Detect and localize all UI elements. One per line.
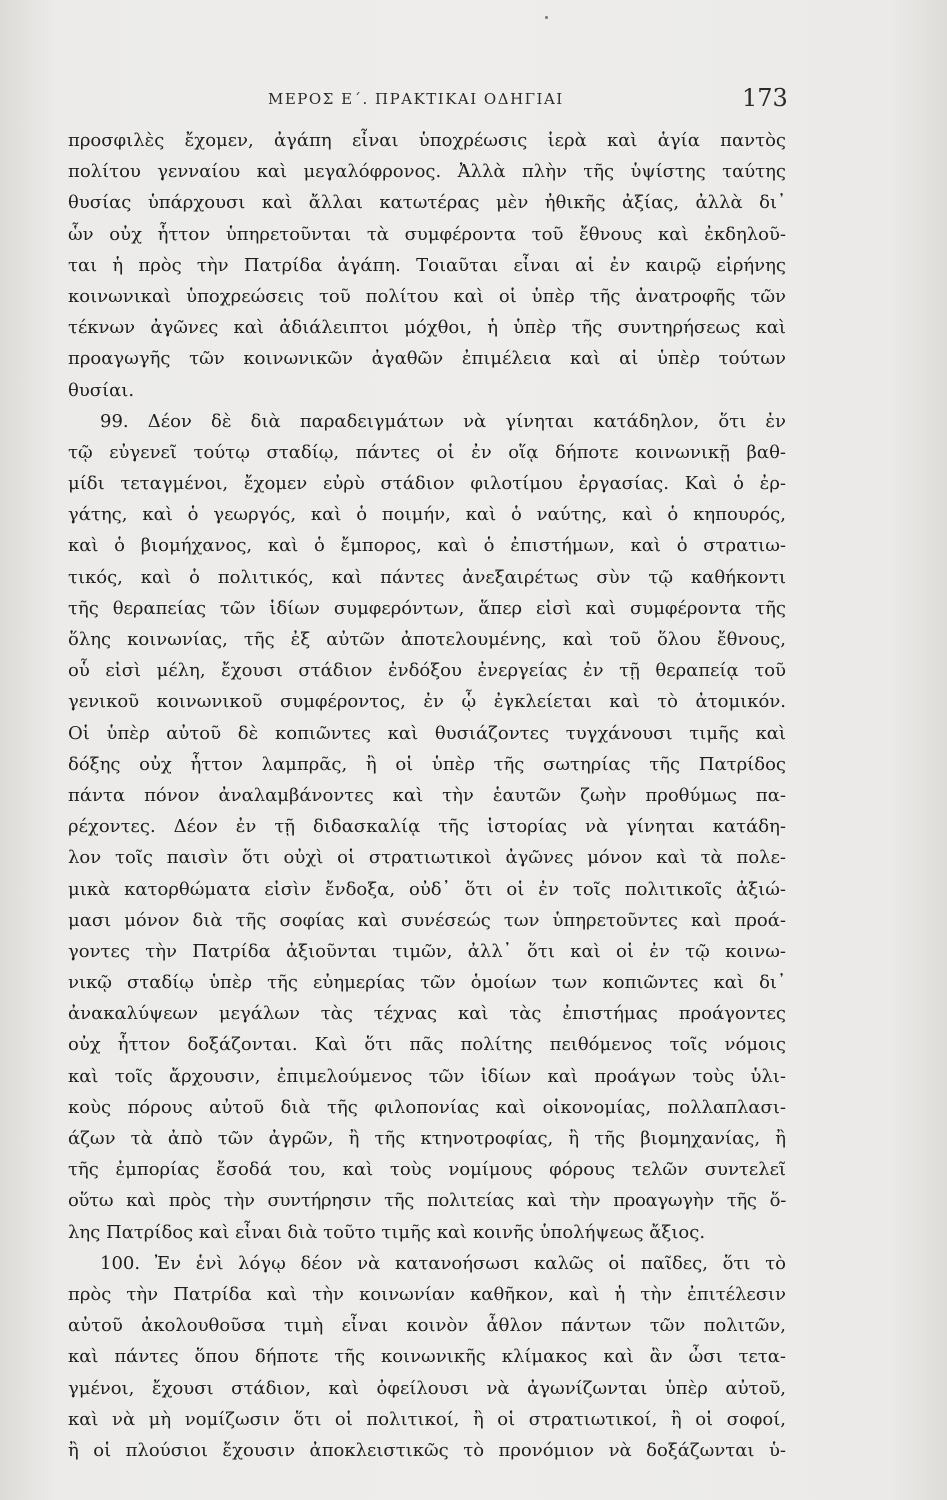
print-speck [545,16,548,19]
text-line: ρέχοντες. Δέον ἐν τῇ διδασκαλίᾳ τῆς ἱστορίας νὰ γίνηται κατάδη- [68,816,786,838]
page-header [0,84,947,120]
text-line: καὶ νὰ μὴ νομίζωσιν ὅτι οἱ πολιτικοί, ἢ οἱ στρατιωτικοί, ἢ οἱ σοφοί, [68,1408,786,1430]
text-line: προσφιλὲς ἔχομεν, ἀγάπη εἶναι ὑποχρέωσις ἱερὰ καὶ ἁγία παντὸς [68,130,786,151]
text-line: 100. Ἐν ἑνὶ λόγῳ δέον νὰ κατανοήσωσι καλῶς οἱ παῖδες, ὅτι τὸ [100,1252,786,1274]
text-line: κοὺς πόρους αὐτοῦ διὰ τῆς φιλοπονίας καὶ οἰκονομίας, πολλαπλασι- [68,1096,786,1118]
text-line: μικὰ κατορθώματα εἰσὶν ἔνδοξα, οὐδ᾿ ὅτι οἱ ἐν τοῖς πολιτικοῖς ἀξιώ- [68,878,786,900]
text-line: ὧν οὐχ ἧττον ὑπηρετοῦνται τὰ συμφέροντα τοῦ ἔθνους καὶ ἐκδηλοῦ- [68,223,786,245]
text-line: θυσίαι. [68,379,135,401]
text-line: θυσίας ὑπάρχουσι καὶ ἄλλαι κατωτέρας μὲν ἠθικῆς ἀξίας, ἀλλὰ δι᾿ [68,192,786,214]
text-line: κοινωνικαὶ ὑποχρεώσεις τοῦ πολίτου καὶ οἱ ὑπὲρ τῆς ἀνατροφῆς τῶν [68,285,786,307]
running-head: ΜΕΡΟΣ Ε΄. ΠΡΑΚΤΙΚΑΙ ΟΔΗΓΙΑΙ [268,90,564,108]
text-line: καὶ πάντες ὅπου δήποτε τῆς κοινωνικῆς κλίμακος καὶ ἂν ὦσι τετα- [68,1346,786,1368]
text-line: Οἱ ὑπὲρ αὐτοῦ δὲ κοπιῶντες καὶ θυσιάζοντες τυγχάνουσι τιμῆς καὶ [68,722,786,744]
text-line: τῷ εὐγενεῖ τούτῳ σταδίῳ, πάντες οἱ ἐν οἵᾳ δήποτε κοινωνικῇ βαθ- [68,441,786,463]
text-line: τῆς ἐμπορίας ἔσοδά του, καὶ τοὺς νομίμους φόρους τελῶν συντελεῖ [68,1159,786,1181]
text-line: πάντα πόνον ἀναλαμβάνοντες καὶ τὴν ἑαυτῶν ζωὴν προθύμως πα- [68,784,786,806]
text-line: λης Πατρίδος καὶ εἶναι διὰ τοῦτο τιμῆς καὶ κοινῆς ὑπολήψεως ἄξιος. [68,1221,706,1243]
text-line: τῆς θεραπείας τῶν ἰδίων συμφερόντων, ἅπερ εἰσὶ καὶ συμφέροντα τῆς [68,597,786,619]
text-line: μασι μόνον διὰ τῆς σοφίας καὶ συνέσεώς των ὑπηρετοῦντες καὶ προά- [68,909,786,931]
text-line: οὕτω καὶ πρὸς τὴν συντήρησιν τῆς πολιτείας καὶ τὴν προαγωγὴν τῆς ὅ- [68,1190,786,1212]
text-line: γοντες τὴν Πατρίδα ἀξιοῦνται τιμῶν, ἀλλ᾿ ὅτι καὶ οἱ ἐν τῷ κοινω- [68,940,786,962]
text-line: άζων τὰ ἀπὸ τῶν ἀγρῶν, ἢ τῆς κτηνοτροφίας, ἢ τῆς βιομηχανίας, ἢ [68,1128,786,1149]
text-line: γάτης, καὶ ὁ γεωργός, καὶ ὁ ποιμήν, καὶ ὁ ναύτης, καὶ ὁ κηπουρός, [68,504,786,526]
text-line: γενικοῦ κοινωνικοῦ συμφέροντος, ἐν ᾧ ἐγκλείεται καὶ τὸ ἀτομικόν. [68,691,786,713]
text-line: οὗ εἰσὶ μέλη, ἔχουσι στάδιον ἐνδόξου ἐνεργείας ἐν τῇ θεραπείᾳ τοῦ [68,660,786,682]
text-line: πρὸς τὴν Πατρίδα καὶ τὴν κοινωνίαν καθῆκον, καὶ ἡ τὴν ἐπιτέλεσιν [68,1283,786,1305]
text-line: αὐτοῦ ἀκολουθοῦσα τιμὴ εἶναι κοινὸν ἆθλον πάντων τῶν πολιτῶν, [68,1315,786,1337]
text-line: πολίτου γενναίου καὶ μεγαλόφρονος. Ἀλλὰ πλὴν τῆς ὑψίστης ταύτης [68,161,786,183]
text-line: καὶ τοῖς ἄρχουσιν, ἐπιμελούμενος τῶν ἰδίων καὶ προάγων τοὺς ὑλι- [68,1065,786,1087]
text-line: ἀνακαλύψεων μεγάλων τὰς τέχνας καὶ τὰς ἐπιστήμας προάγοντες [68,1003,786,1025]
text-line: τέκνων ἀγῶνες καὶ ἀδιάλειπτοι μόχθοι, ἡ ὑπὲρ τῆς συντηρήσεως καὶ [68,317,786,339]
body-text [68,125,786,1466]
text-line: μίδι τεταγμένοι, ἔχομεν εὐρὺ στάδιον φιλοτίμου ἐργασίας. Καὶ ὁ ἐρ- [68,473,786,495]
text-line: ἢ οἱ πλούσιοι ἔχουσιν ἀποκλειστικῶς τὸ προνόμιον νὰ δοξάζωνται ὑ- [68,1439,786,1461]
text-line: λον τοῖς παισὶν ὅτι οὐχὶ οἱ στρατιωτικοὶ ἀγῶνες μόνον καὶ τὰ πολε- [68,847,786,869]
text-line: γμένοι, ἔχουσι στάδιον, καὶ ὀφείλουσι νὰ ἀγωνίζωνται ὑπὲρ αὐτοῦ, [68,1377,786,1399]
text-line: δόξης οὐχ ἧττον λαμπρᾶς, ἢ οἱ ὑπὲρ τῆς σωτηρίας τῆς Πατρίδος [68,753,786,775]
text-line: προαγωγῆς τῶν κοινωνικῶν ἀγαθῶν ἐπιμέλεια καὶ αἱ ὑπὲρ τούτων [68,348,786,370]
text-line: τικός, καὶ ὁ πολιτικός, καὶ πάντες ἀνεξαιρέτως σὺν τῷ καθήκοντι [68,566,786,588]
text-line: καὶ ὁ βιομήχανος, καὶ ὁ ἔμπορος, καὶ ὁ ἐπιστήμων, καὶ ὁ στρατιω- [68,535,786,557]
text-line: 99. Δέον δὲ διὰ παραδειγμάτων νὰ γίνηται κατάδηλον, ὅτι ἐν [100,410,786,432]
text-line: ὅλης κοινωνίας, τῆς ἐξ αὐτῶν ἀποτελουμένης, καὶ τοῦ ὅλου ἔθνους, [68,629,786,650]
text-line: οὐχ ἧττον δοξάζονται. Καὶ ὅτι πᾶς πολίτης πειθόμενος τοῖς νόμοις [68,1034,786,1056]
page-number: 173 [742,84,788,112]
text-line: νικῷ σταδίῳ ὑπὲρ τῆς εὐημερίας τῶν ὁμοίων των κοπιῶντες καὶ δι᾿ [68,972,786,994]
text-line: ται ἡ πρὸς τὴν Πατρίδα ἀγάπη. Τοιαῦται εἶναι αἱ ἐν καιρῷ εἰρήνης [68,254,786,276]
